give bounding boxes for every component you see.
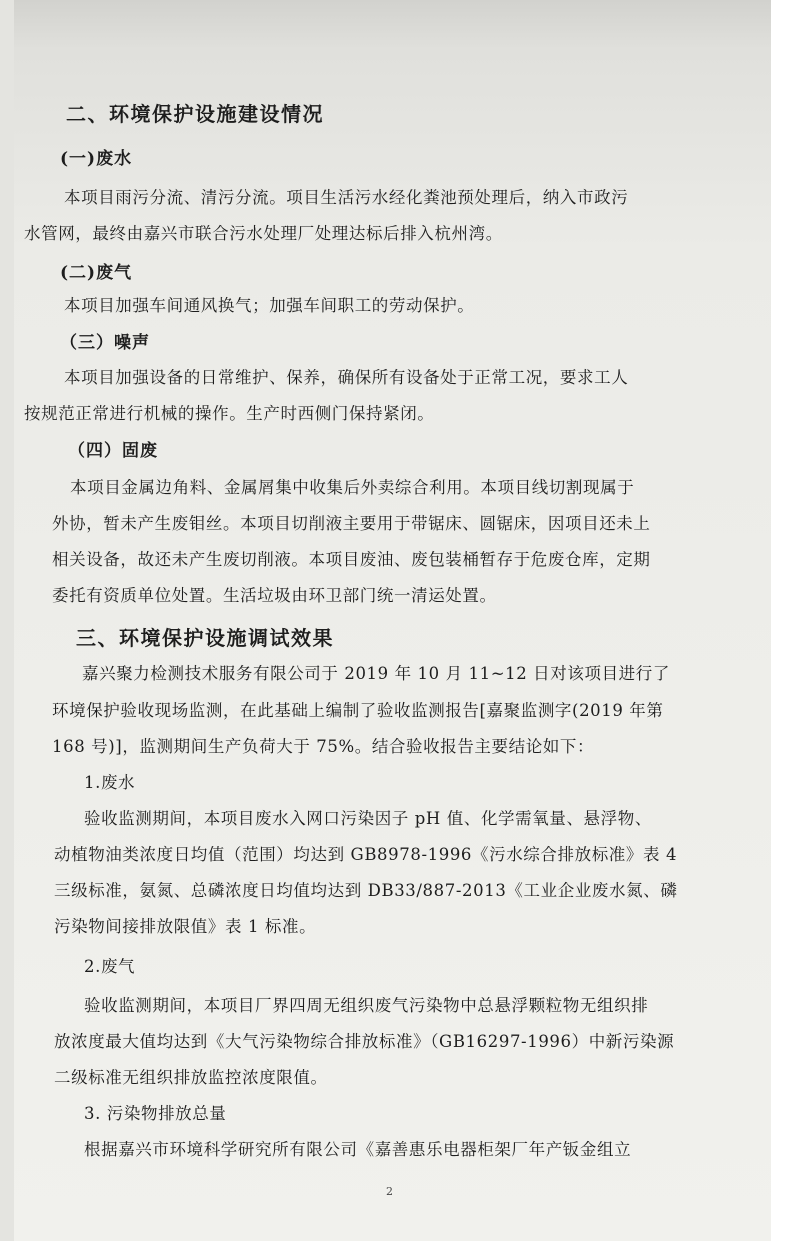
paragraph-line: 委托有资质单位处置。生活垃圾由环卫部门统一清运处置。 bbox=[52, 586, 497, 605]
solid-waste-heading: （四）固废 bbox=[68, 441, 158, 461]
paragraph-line: 外协，暂未产生废钼丝。本项目切削液主要用于带锯床、圆锯床，因项目还未上 bbox=[52, 514, 651, 533]
noise-heading: （三）噪声 bbox=[60, 333, 150, 353]
paragraph-line: 嘉兴聚力检测技术服务有限公司于 2019 年 10 月 11~12 日对该项目进行了 bbox=[82, 664, 670, 683]
subsection-heading: 1.废水 bbox=[84, 773, 136, 792]
paragraph-line: 验收监测期间，本项目厂界四周无组织废气污染物中总悬浮颗粒物无组织排 bbox=[84, 996, 649, 1015]
paragraph-line: 根据嘉兴市环境科学研究所有限公司《嘉善惠乐电器柜架厂年产钣金组立 bbox=[84, 1140, 632, 1159]
paragraph-line: 验收监测期间，本项目废水入网口污染因子 pH 值、化学需氧量、悬浮物、 bbox=[84, 809, 652, 828]
section-2-title: 二、环境保护设施建设情况 bbox=[66, 102, 324, 126]
section-3-title: 三、环境保护设施调试效果 bbox=[76, 626, 334, 650]
paragraph-line: 本项目加强车间通风换气；加强车间职工的劳动保护。 bbox=[64, 296, 475, 315]
paragraph-line: 本项目金属边角料、金属屑集中收集后外卖综合利用。本项目线切割现属于 bbox=[70, 478, 635, 497]
subsection-heading: 3. 污染物排放总量 bbox=[84, 1104, 227, 1123]
page-background-edge bbox=[771, 0, 800, 1241]
page-number: 2 bbox=[386, 1185, 393, 1198]
subsection-heading: 2.废气 bbox=[84, 957, 136, 976]
paragraph-line: 三级标准，氨氮、总磷浓度日均值均达到 DB33/887-2013《工业企业废水氮、磷 bbox=[54, 881, 678, 900]
document-page bbox=[14, 0, 771, 1241]
paragraph-line: 本项目加强设备的日常维护、保养，确保所有设备处于正常工况，要求工人 bbox=[64, 368, 629, 387]
paragraph-line: 二级标准无组织排放监控浓度限值。 bbox=[54, 1068, 328, 1087]
paragraph-line: 环境保护验收现场监测，在此基础上编制了验收监测报告[嘉聚监测字(2019 年第 bbox=[52, 701, 664, 720]
paragraph-line: 相关设备，故还未产生废切削液。本项目废油、废包装桶暂存于危废仓库，定期 bbox=[52, 550, 651, 569]
paragraph-line: 污染物间接排放限值》表 1 标准。 bbox=[54, 917, 317, 936]
paragraph-line: 动植物油类浓度日均值（范围）均达到 GB8978-1996《污水综合排放标准》表 4 bbox=[54, 845, 678, 864]
wastewater-heading: (一)废水 bbox=[60, 149, 133, 169]
wastegas-heading: (二)废气 bbox=[60, 263, 133, 283]
paragraph-line: 按规范正常进行机械的操作。生产时西侧门保持紧闭。 bbox=[24, 404, 435, 423]
paragraph-line: 水管网，最终由嘉兴市联合污水处理厂处理达标后排入杭州湾。 bbox=[24, 224, 503, 243]
paragraph-line: 本项目雨污分流、清污分流。项目生活污水经化粪池预处理后，纳入市政污 bbox=[64, 188, 629, 207]
paragraph-line: 放浓度最大值均达到《大气污染物综合排放标准》（GB16297-1996）中新污染源 bbox=[54, 1032, 675, 1051]
paragraph-line: 168 号)]，监测期间生产负荷大于 75%。结合验收报告主要结论如下： bbox=[52, 737, 595, 756]
